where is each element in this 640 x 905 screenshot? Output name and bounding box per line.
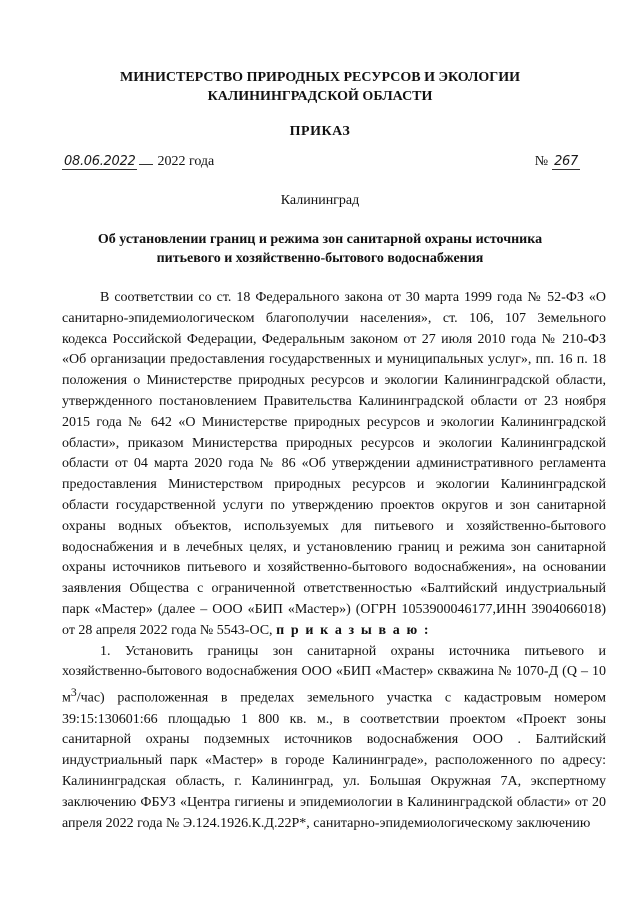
document-subject xyxy=(60,230,580,268)
handwritten-date: 08.06.2022 xyxy=(64,154,136,169)
ministry-header xyxy=(0,68,640,106)
handwritten-number: 267 xyxy=(554,154,578,169)
subject-line2: питьевого и хозяйственно-бытового водоснабжения xyxy=(156,251,484,266)
clause-1-text-part2: /час) расположенная в пределах земельного участка с кадастровым номером 39:15:130601:66 площадью 1 800 кв. м., в соответствии проектом «Проект зоны санитарной охраны подземных источников водоснабжения ООО . Балтийский индустриальный парк «Мастер» в городе Калининграде», расположенного по адресу: Калининградская область, г. Калининград, ул. Большая Окружная 7А, экспертному заключению ФБУЗ «Центра гигиены и эпидемиологии в Калининградской области» от 20 апреля 2022 года № Э.124.1926.К.Д.22Р*, санитарно-эпидемиологическому заключению xyxy=(62,690,606,831)
document-body xyxy=(62,288,606,834)
ministry-name-line1: МИНИСТЕРСТВО ПРИРОДНЫХ РЕСУРСОВ И ЭКОЛОГИИ xyxy=(120,70,520,85)
preamble-paragraph xyxy=(62,288,606,642)
document-date xyxy=(62,154,214,170)
preamble-text: В соответствии со ст. 18 Федерального закона от 30 марта 1999 года № 52-ФЗ «О санитарно-эпидемиологическом благополучии населения», ст. 106, 107 Земельного кодекса Российской Федерации, Федеральным законом от 27 июля 2010 года № 210-ФЗ «Об организации предоставления государственных и муниципальных услуг», пп. 16 п. 18 положения о Министерстве природных ресурсов и экологии Калининградской области, утвержденного постановлением Правительства Калининградской области от 23 ноября 2015 года № 642 «О Министерстве природных ресурсов и экологии Калининградской области», приказом Министерства природных ресурсов и экологии Калининградской области от 04 марта 2020 года № 86 «Об утверждении административного регламента предоставления Министерством природных ресурсов и экологии Калининградской области государственной услуги по утверждению проектов округов и зон санитарной охраны водных объектов, используемых для питьевого и хозяйственно-бытового водоснабжения и в лечебных целях, и установлению границ и режима зон санитарной охраны источников питьевого и хозяйственно-бытового водоснабжения», на основании заявления Общества с ограниченной ответственностью «Балтийский индустриальный парк «Мастер» (далее – ООО «БИП «Мастер») (ОГРН 1053900046177,ИНН 3904066018) от 28 апреля 2022 года № 5543-ОС, xyxy=(62,290,606,638)
date-suffix: 2022 года xyxy=(157,154,215,169)
clause-1-paragraph xyxy=(62,642,606,835)
clause-1-text-part1: 1. Установить границы зон санитарной охраны источника питьевого и хозяйственно-бытового водоснабжения ООО «БИП «Мастер» скважина № 1070-Д (Q – 10 м xyxy=(62,643,606,706)
document-type: ПРИКАЗ xyxy=(289,124,351,139)
cubic-superscript: 3 xyxy=(70,686,77,700)
subject-line1: Об установлении границ и режима зон санитарной охраны источника xyxy=(97,232,543,247)
number-prefix: № xyxy=(534,154,549,169)
ministry-name-line2: КАЛИНИНГРАДСКОЙ ОБЛАСТИ xyxy=(207,89,433,104)
order-word: п р и к а з ы в а ю : xyxy=(276,622,431,638)
city-name: Калининград xyxy=(280,193,360,208)
document-number xyxy=(535,154,582,170)
date-underline xyxy=(139,164,153,165)
